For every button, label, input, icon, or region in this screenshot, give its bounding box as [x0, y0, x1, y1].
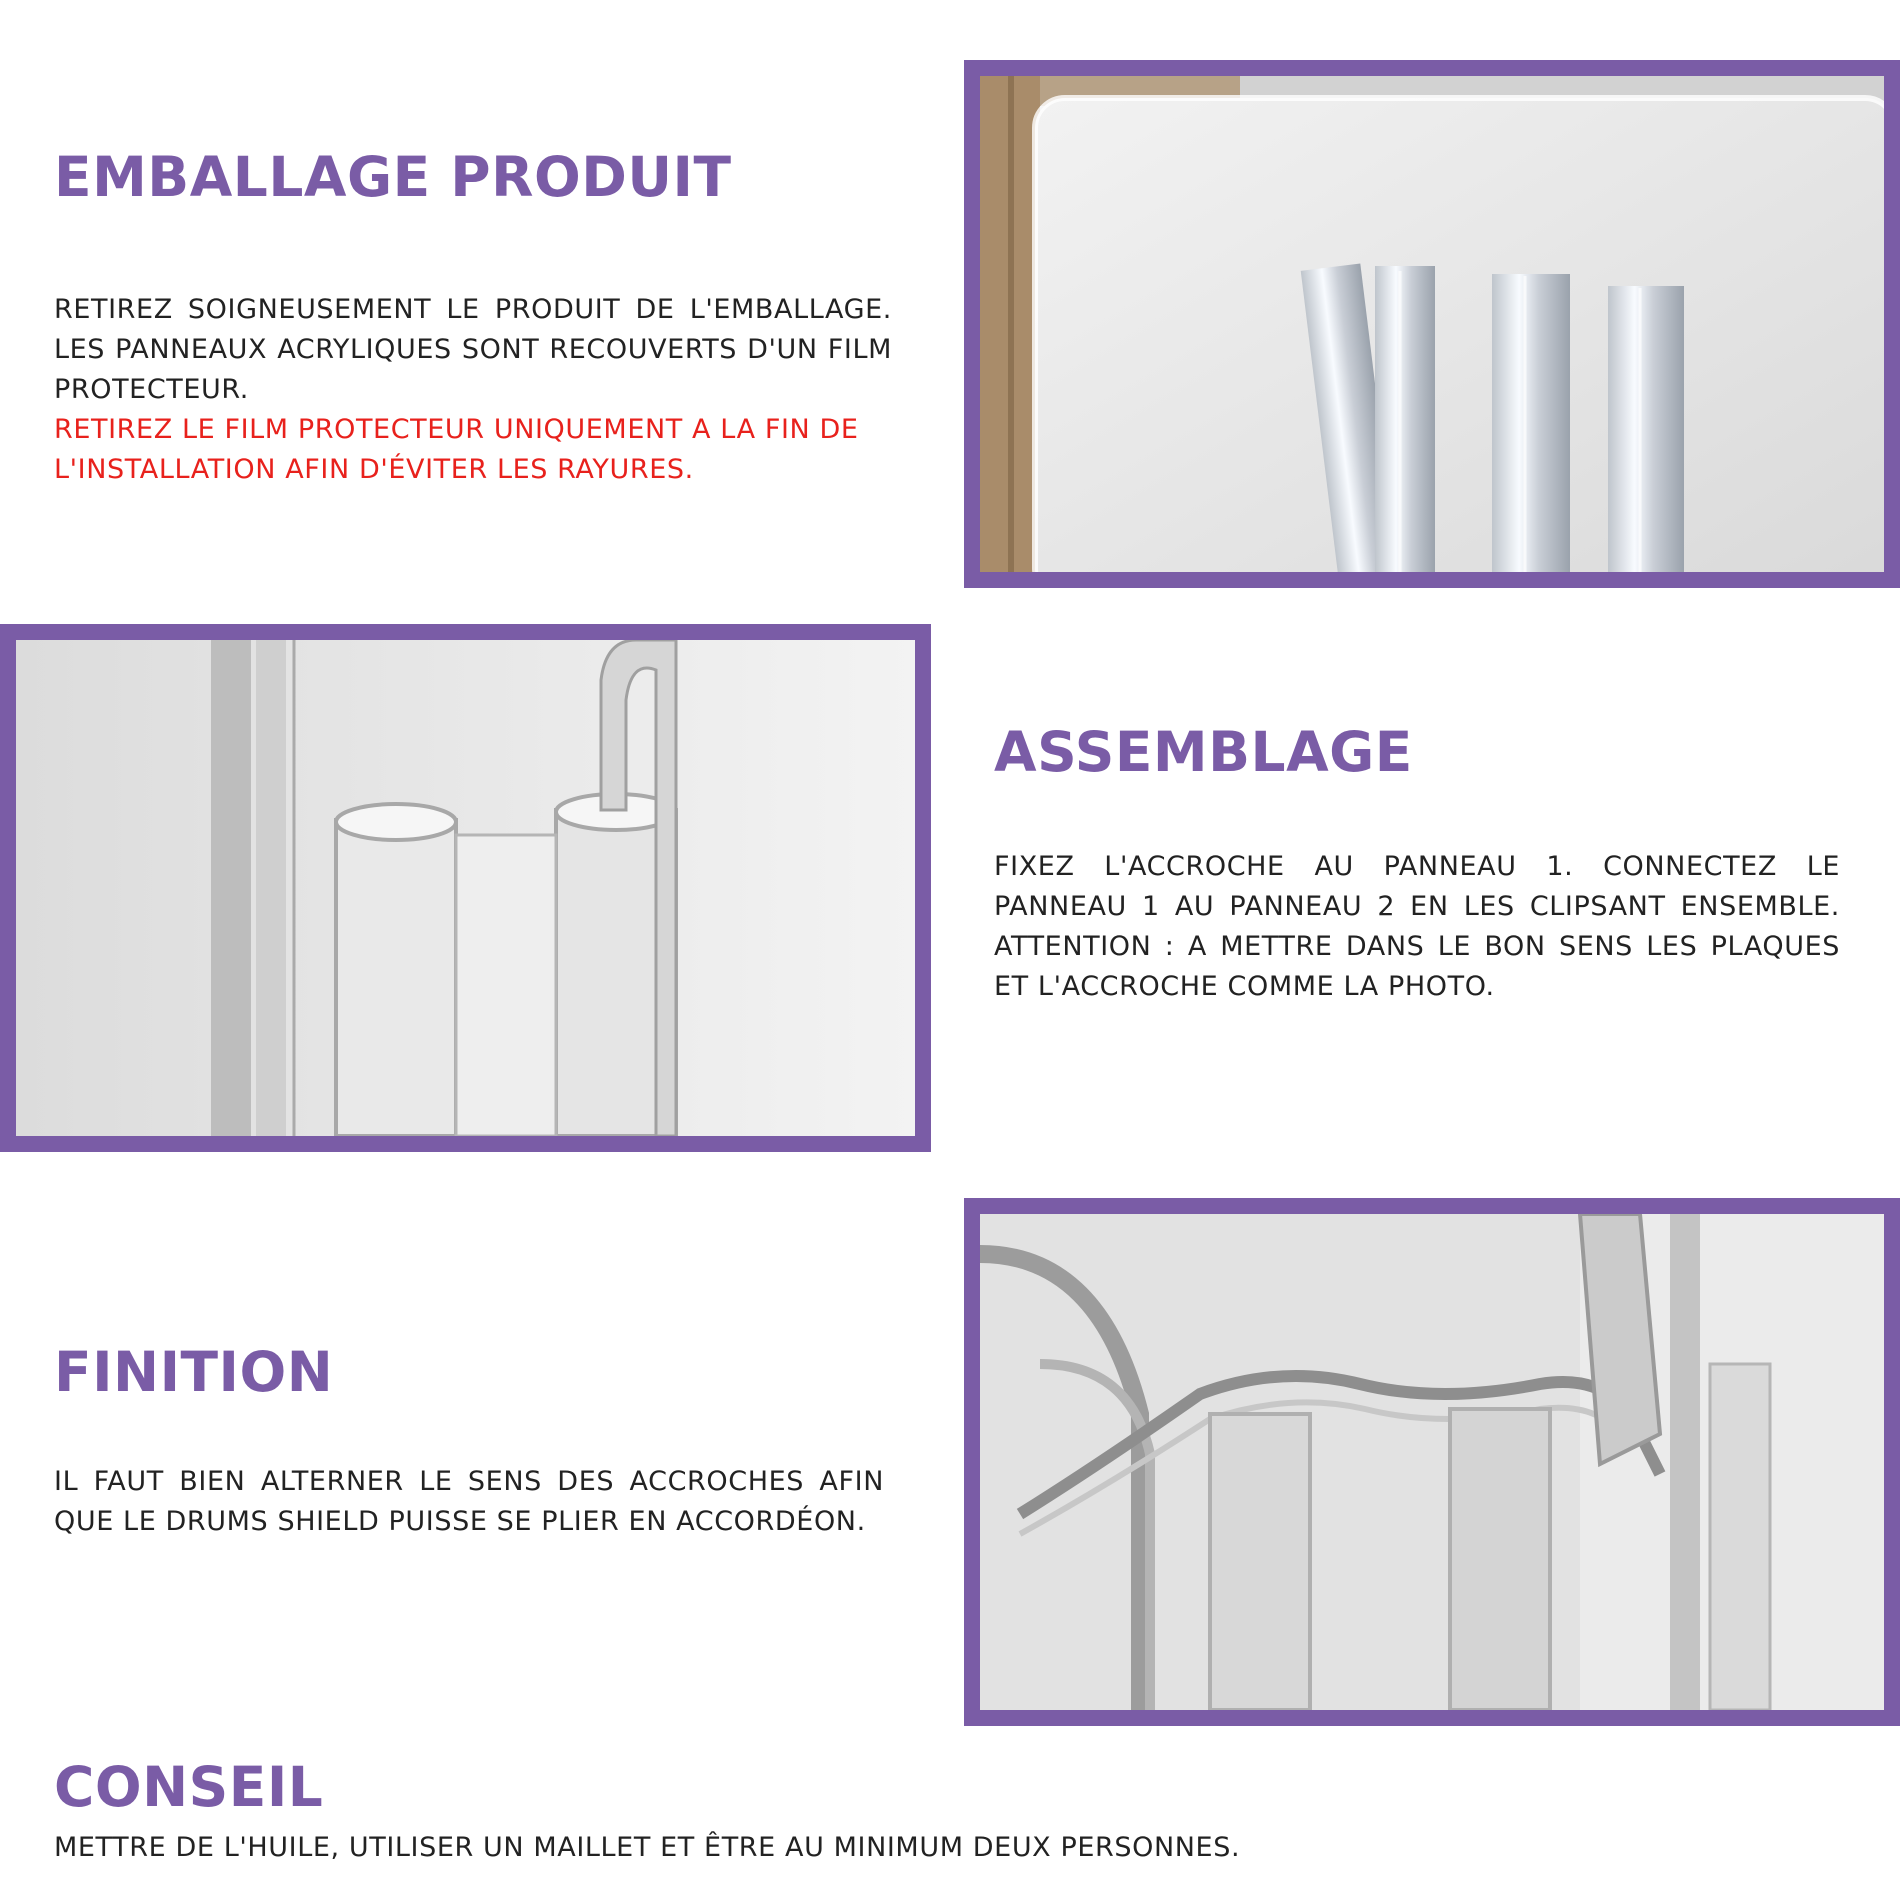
photo-assembly: [0, 624, 931, 1152]
photo-packaging: [964, 60, 1900, 588]
section-text-assemblage: FIXEZ L'ACCROCHE AU PANNEAU 1. CONNECTEZ LE PANNEAU 1 AU PANNEAU 2 EN LES CLIPSANT ENSEMBLE. ATTENTION : A METTRE DANS LE BON SENS LES PLAQUES ET L'ACCROCHE COMME LA PHOTO.: [994, 851, 1840, 1002]
section-text-finition: IL FAUT BIEN ALTERNER LE SENS DES ACCROCHES AFIN QUE LE DRUMS SHIELD PUISSE SE PLIER EN ACCORDÉON.: [54, 1466, 884, 1537]
section-title-finition: FINITION: [54, 1340, 334, 1404]
finishing-illustration: [980, 1214, 1884, 1710]
packaging-illustration: [980, 76, 1884, 572]
section-text-emballage: RETIREZ SOIGNEUSEMENT LE PRODUIT DE L'EMBALLAGE. LES PANNEAUX ACRYLIQUES SONT RECOUVERTS D'UN FILM PROTECTEUR.: [54, 294, 892, 405]
photo-finishing: [964, 1198, 1900, 1726]
section-title-assemblage: ASSEMBLAGE: [994, 720, 1413, 784]
section-text-conseil: METTRE DE L'HUILE, UTILISER UN MAILLET ET ÊTRE AU MINIMUM DEUX PERSONNES.: [54, 1832, 1241, 1863]
warning-text-emballage: RETIREZ LE FILM PROTECTEUR UNIQUEMENT A LA FIN DE L'INSTALLATION AFIN D'ÉVITER LES RAYURES.: [54, 414, 859, 485]
section-title-conseil: CONSEIL: [54, 1755, 324, 1819]
assembly-illustration: [16, 640, 915, 1136]
section-title-emballage: EMBALLAGE PRODUIT: [54, 145, 732, 209]
